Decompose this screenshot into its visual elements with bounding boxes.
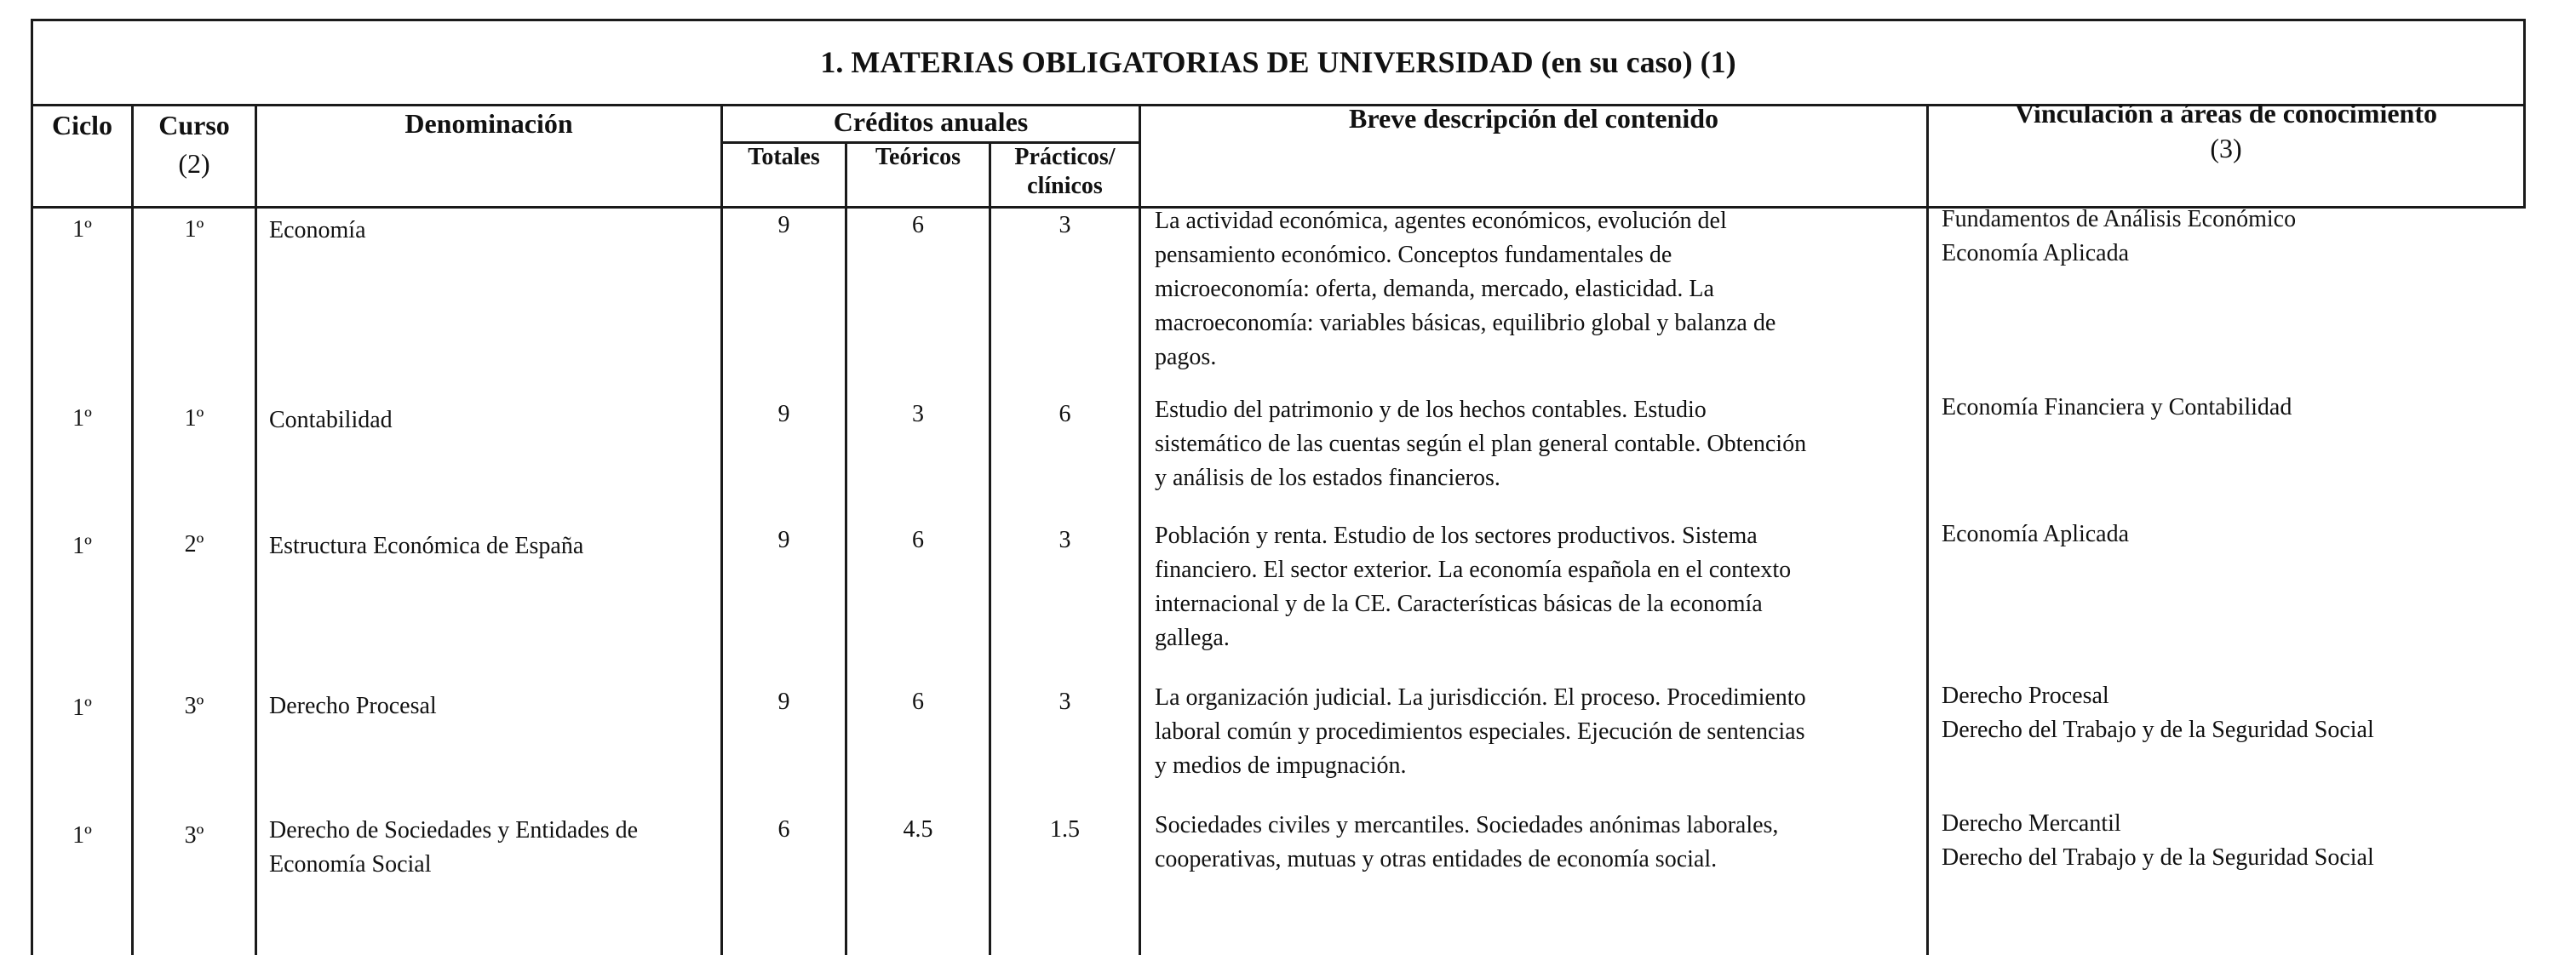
- header-teoricos: Teóricos: [875, 144, 961, 170]
- header-denominacion: Denominación: [404, 108, 573, 139]
- header-practicos: Prácticos/ clínicos: [1014, 144, 1116, 199]
- row2-denominacion: Contabilidad: [269, 407, 393, 433]
- row4-areas: Derecho Procesal Derecho del Trabajo y de la Seguridad Social: [1942, 683, 2374, 743]
- row1-denominacion: Economía: [269, 217, 366, 243]
- row1-areas: Fundamentos de Análisis Económico Economía Aplicada: [1942, 206, 2297, 266]
- row4-curso: 3º: [184, 693, 204, 719]
- row2-ciclo: 1º: [72, 405, 92, 432]
- row5-curso: 3º: [184, 822, 204, 849]
- row5-teoricos: 4.5: [903, 816, 933, 843]
- row3-ciclo: 1º: [72, 533, 92, 559]
- row3-teoricos: 6: [912, 527, 924, 553]
- row1-ciclo: 1º: [72, 216, 92, 243]
- row1-curso: 1º: [184, 216, 204, 243]
- row4-teoricos: 6: [912, 689, 924, 715]
- header-descripcion: Breve descripción del contenido: [1348, 103, 1719, 134]
- row3-curso: 2º: [184, 531, 204, 558]
- header-creditos: Créditos anuales: [833, 106, 1029, 137]
- row4-totales: 9: [777, 689, 790, 715]
- col-sep-descripcion: [1926, 104, 1929, 955]
- table-left-border: [31, 19, 33, 955]
- row4-practicos: 3: [1059, 689, 1071, 715]
- table-top-border: [31, 19, 2526, 21]
- header-curso-note: (2): [178, 148, 210, 179]
- row5-descripcion: Sociedades civiles y mercantiles. Sociedades anónimas laborales, cooperativas, mutuas y otras entidades de economía social.: [1155, 812, 1779, 872]
- row3-totales: 9: [777, 527, 790, 553]
- header-vinculacion-note: (3): [2210, 133, 2242, 163]
- row1-descripcion: La actividad económica, agentes económicos, evolución del pensamiento económico. Conceptos fundamentales de microeconomía: oferta, demanda, mercado, elasticidad. La macroeconomía: variables básicas, equilibrio global y balanza de pagos.: [1155, 208, 1776, 370]
- header-totales: Totales: [748, 144, 820, 170]
- row1-totales: 9: [777, 212, 790, 238]
- row2-totales: 9: [777, 401, 790, 427]
- row3-denominacion: Estructura Económica de España: [269, 533, 584, 559]
- header-ciclo: Ciclo: [51, 110, 113, 140]
- row2-descripcion: Estudio del patrimonio y de los hechos contables. Estudio sistemático de las cuentas según el plan general contable. Obtención y análisis de los estados financieros.: [1155, 397, 1807, 491]
- row4-ciclo: 1º: [72, 695, 92, 721]
- row5-areas: Derecho Mercantil Derecho del Trabajo y de la Seguridad Social: [1942, 810, 2374, 871]
- row5-totales: 6: [777, 816, 790, 843]
- row1-practicos: 3: [1059, 212, 1071, 238]
- header-vinculacion: Vinculación a áreas de conocimiento: [2015, 98, 2437, 129]
- row4-descripcion: La organización judicial. La jurisdicción. El proceso. Procedimiento laboral común y procedimientos especiales. Ejecución de sentencias y medios de impugnación.: [1155, 684, 1806, 779]
- row5-practicos: 1.5: [1050, 816, 1080, 843]
- row3-descripcion: Población y renta. Estudio de los sectores productivos. Sistema financiero. El sector exterior. La economía española en el contexto internacional y de la CE. Características básicas de la economía gallega.: [1155, 523, 1792, 651]
- table-title: 1. MATERIAS OBLIGATORIAS DE UNIVERSIDAD (en su caso) (1): [820, 45, 1736, 79]
- row5-denominacion: Derecho de Sociedades y Entidades de Economía Social: [269, 817, 639, 878]
- row5-ciclo: 1º: [72, 822, 92, 849]
- header-curso: Curso: [158, 110, 230, 140]
- row4-denominacion: Derecho Procesal: [269, 693, 437, 719]
- row2-practicos: 6: [1059, 401, 1071, 427]
- row1-teoricos: 6: [912, 212, 924, 238]
- row2-curso: 1º: [184, 405, 204, 432]
- row2-areas: Economía Financiera y Contabilidad: [1942, 394, 2292, 420]
- row2-teoricos: 3: [912, 401, 924, 427]
- row3-practicos: 3: [1059, 527, 1071, 553]
- row3-areas: Economía Aplicada: [1942, 521, 2130, 547]
